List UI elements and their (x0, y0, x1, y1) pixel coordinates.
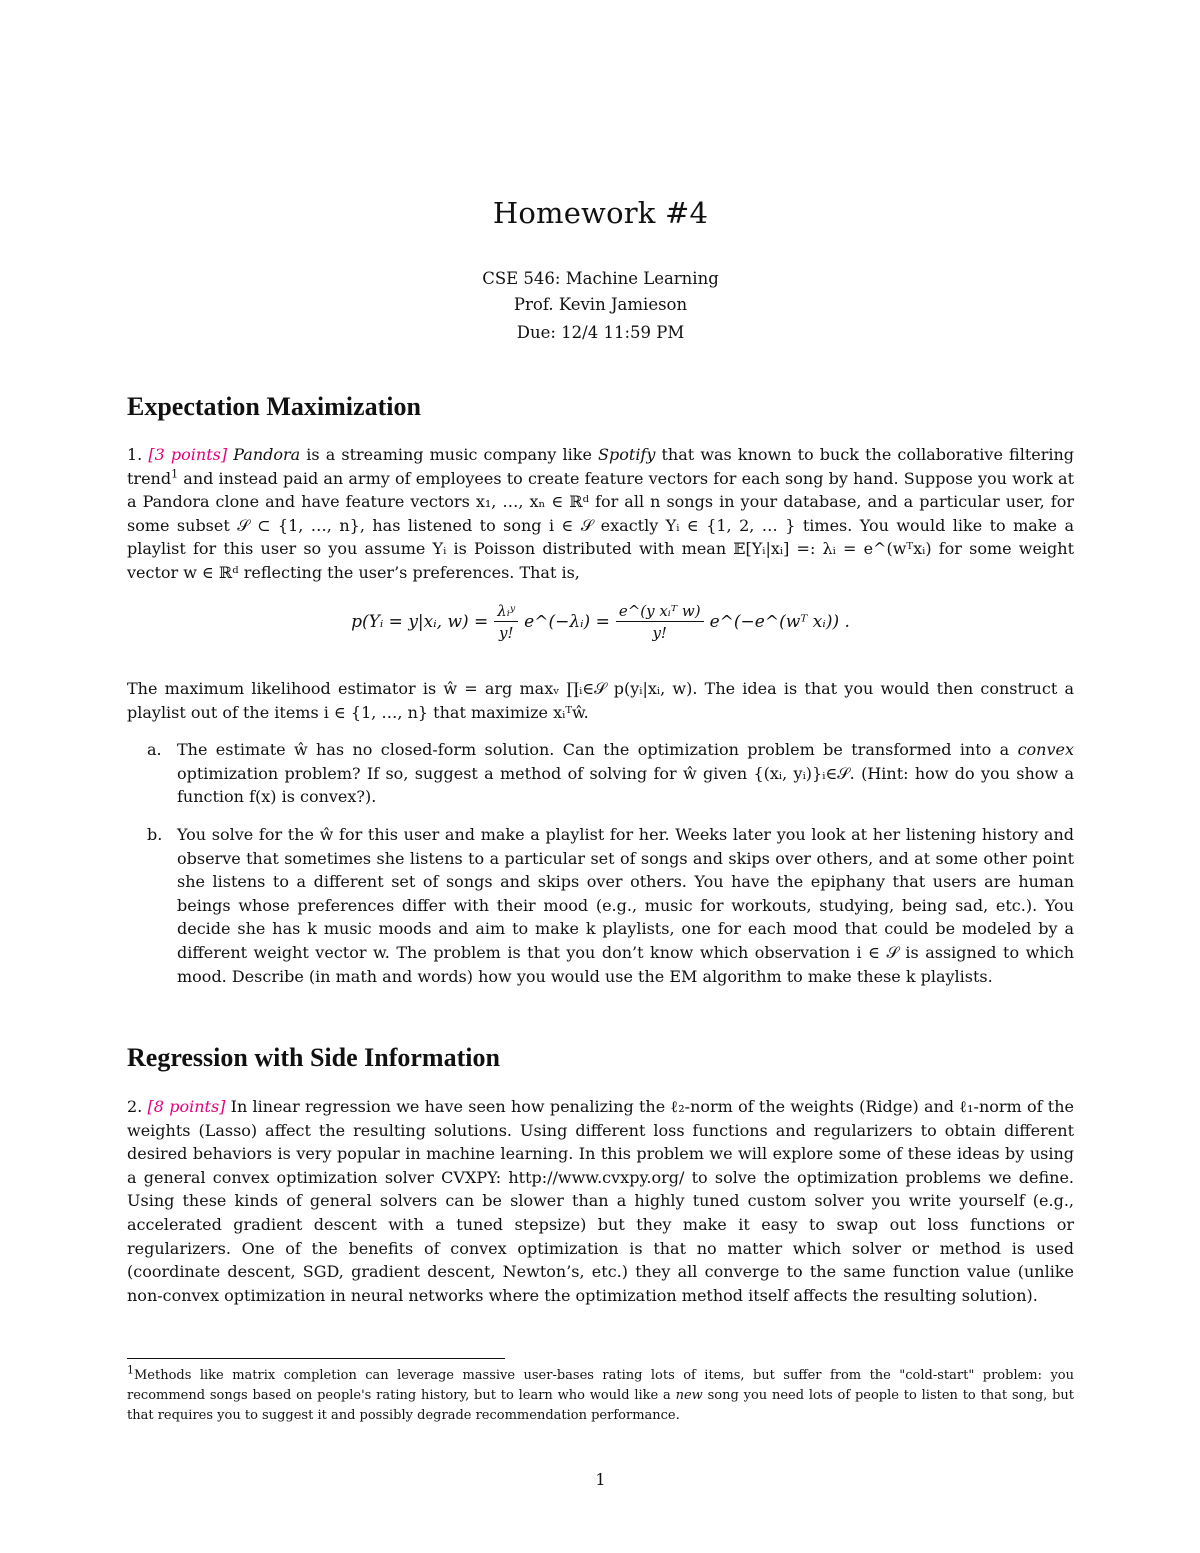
equation-middle: e^(−λᵢ) = (524, 612, 610, 632)
subquestion-b (147, 823, 1074, 988)
problem-1-number: 1. (127, 445, 143, 464)
problem-1-text-a: is a streaming music company like (300, 445, 599, 464)
problem-1-statement (127, 443, 1074, 585)
section-heading-regression: Regression with Side Information (127, 1043, 500, 1072)
problem-2-text: In linear regression we have seen how penalizing the ℓ₂-norm of the weights (Ridge) and ℓ₁-norm of the weights (Lasso) affect the resulting solutions. Using different loss functions and regularizers to obtain different desired behaviors is very popular in machine learning. In this problem we will explore some of these ideas by using a general convex optimization solver CVXPY: http://www.cvxpy.org/ to solve the optimization problems we define. Using these kinds of general solvers can be slower than a highly tuned custom solver you write yourself (e.g., accelerated gradient descent with a tuned stepsize) but they make it easy to swap out loss functions or regularizers. One of the benefits of convex optimization is that no matter which solver or method is used (coordinate descent, SGD, gradient descent, Newton’s, etc.) they all converge to the same function value (unlike non-convex optimization in neural networks where the optimization method itself affects the resulting solution). (127, 1097, 1074, 1305)
subquestion-b-text: You solve for the ŵ for this user and make a playlist for her. Weeks later you look at her listening history and observe that sometimes she listens to a particular set of songs and skips over others, and at some other point she listens to a different set of songs and skips over others. You have the epiphany that users are human beings whose preferences differ with their mood (e.g., music for workouts, studying, being sad, etc.). You decide she has k music moods and aim to make k playlists, one for each mood that could be modeled by a different weight vector w. The problem is that you don’t know which observation i ∈ 𝒮 is assigned to which mood. Describe (in math and words) how you would use the EM algorithm to make these k playlists. (177, 825, 1074, 986)
fraction-2-numerator: e^(y xᵢᵀ w) (616, 602, 704, 622)
instructor-name: Prof. Kevin Jamieson (513, 295, 688, 314)
footnote-number: 1 (127, 1363, 134, 1377)
problem-2-number: 2. (127, 1097, 143, 1116)
fraction-2 (616, 602, 704, 642)
poisson-equation (127, 602, 1074, 642)
footnote (127, 1363, 1074, 1426)
fraction-1-denominator: y! (498, 624, 514, 642)
fraction-1-numerator: λᵢʸ (494, 602, 518, 622)
problem-2-statement (127, 1095, 1074, 1307)
section-heading-em: Expectation Maximization (127, 392, 421, 421)
mle-paragraph: The maximum likelihood estimator is ŵ = arg maxᵥ ∏ᵢ∈𝒮 p(yᵢ|xᵢ, w). The idea is that you would then construct a playlist out of the items i ∈ {1, …, n} that maximize xᵢᵀŵ. (127, 679, 1074, 722)
footnote-marker[interactable]: 1 (171, 467, 179, 481)
problem-1-points: [3 points] (148, 445, 228, 464)
footnote-text-2: song you need lots of people to listen to that song, but that requires you to suggest it and possibly degrade recommendation performance. (127, 1388, 1074, 1423)
footnote-text-1: Methods like matrix completion can leverage massive user-bases rating lots of items, but suffer from the "cold-start" problem: you recommend songs based on people's rating history, but to learn who would like a (127, 1368, 1074, 1403)
footnote-new-word: new (675, 1388, 703, 1403)
subquestion-a-text-1: The estimate ŵ has no closed-form solution. Can the optimization problem be transformed into a (177, 740, 1018, 759)
spotify-name: Spotify (598, 445, 656, 464)
subquestion-a-label: a. (147, 740, 162, 759)
fraction-2-denominator: y! (652, 624, 667, 642)
equation-rhs: e^(−e^(wᵀ xᵢ)) . (709, 612, 850, 632)
subquestion-b-label: b. (147, 825, 163, 844)
problem-1-text-b: that was known to buck the collaborative filtering trend (127, 445, 1075, 488)
footnote-rule (127, 1358, 505, 1359)
convex-word: convex (1017, 740, 1074, 759)
equation-lhs: p(Yᵢ = y|xᵢ, w) = (351, 612, 489, 632)
page-number: 1 (595, 1470, 606, 1489)
course-name: CSE 546: Machine Learning (482, 269, 719, 288)
subquestion-a (147, 738, 1074, 809)
problem-2-points: [8 points] (147, 1097, 226, 1116)
problem-1-text-c: and instead paid an army of employees to create feature vectors for each song by hand. Suppose you work at a Pandora clone and have feature vectors x₁, …, xₙ ∈ ℝᵈ for all n songs in your database, and a particular user, for some subset 𝒮 ⊂ {1, …, n}, has listened to song i ∈ 𝒮 exactly Yᵢ ∈ {1, 2, … } times. You would like to make a playlist for this user so you assume Yᵢ is Poisson distributed with mean 𝔼[Yᵢ|xᵢ] =: λᵢ = e^(wᵀxᵢ) for some weight vector w ∈ ℝᵈ reflecting the user’s preferences. That is, (127, 468, 1074, 582)
document-title: Homework #4 (492, 196, 709, 230)
subquestion-a-text-2: optimization problem? If so, suggest a method of solving for ŵ given {(xᵢ, yᵢ)}ᵢ∈𝒮. (Hint: how do you show a function f(x) is convex?). (177, 763, 1074, 807)
due-date: Due: 12/4 11:59 PM (516, 323, 685, 342)
fraction-1 (494, 602, 518, 642)
pandora-name: Pandora (233, 445, 301, 464)
